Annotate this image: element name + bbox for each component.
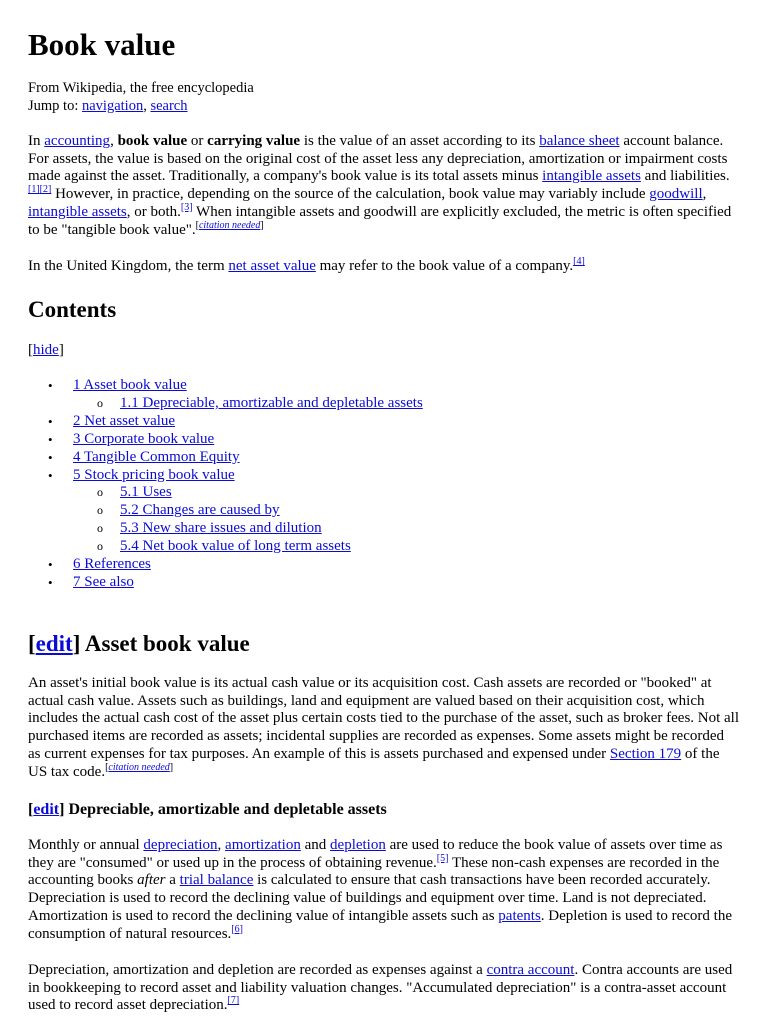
toc-link-5-2[interactable]: 5.2 Changes are caused by bbox=[120, 502, 280, 519]
citation-needed-link[interactable]: citation needed bbox=[198, 219, 261, 231]
toc-link-5-4[interactable]: 5.4 Net book value of long term assets bbox=[120, 538, 351, 555]
navigation-link[interactable]: navigation bbox=[81, 97, 144, 114]
jump-to: Jump to: navigation, search bbox=[28, 97, 188, 114]
contra-account-paragraph: Depreciation, amortization and depletion are recorded as expenses against a contra account. Contra accounts are used in bookkeeping to record asset and liability valuation changes. "Accumulated depreciation" is a contra-asset account used to record asset depreciation.[7] bbox=[28, 962, 733, 1014]
citation-needed-link[interactable]: citation needed bbox=[108, 761, 170, 773]
edit-link[interactable]: edit bbox=[35, 631, 73, 656]
toc-link-1[interactable]: 1 Asset book value bbox=[73, 377, 187, 393]
toc-item bbox=[28, 431, 740, 449]
article-subtitle bbox=[28, 80, 254, 115]
depreciation-paragraph: Monthly or annual depreciation, amortization and depletion are used to reduce the book value of assets over time as they are "consumed" or used up in the process of obtaining revenue.[5] These non-cash expenses are recorded in the accounting books after a trial balance is calculated to ensure that cash transactions have been recorded accurately. Depreciation is used to record the declining value of buildings and equipment over time. Land is not depreciated. Amortization is used to record the declining value of intangible assets such as patents. Depletion is used to record the consumption of natural resources.[6] bbox=[28, 837, 732, 942]
uk-paragraph: In the United Kingdom, the term net asset value may refer to the book value of a company.[4] bbox=[28, 256, 585, 274]
ref-6[interactable]: [6] bbox=[231, 923, 243, 935]
toc-link-7[interactable]: 7 See also bbox=[73, 573, 134, 590]
toc-link-3[interactable]: 3 Corporate book value bbox=[73, 430, 215, 447]
section-heading-depreciable-assets: [edit] Depreciable, amortizable and depletable assets bbox=[28, 801, 387, 818]
toc-item bbox=[28, 484, 740, 502]
toc-item bbox=[28, 413, 740, 431]
table-of-contents bbox=[28, 377, 740, 592]
toc-link-5-3[interactable]: 5.3 New share issues and dilution bbox=[120, 520, 322, 537]
patents-link[interactable]: patents bbox=[498, 907, 541, 924]
toc-item bbox=[28, 538, 740, 556]
accounting-link[interactable]: accounting bbox=[44, 133, 111, 149]
from-wikipedia: From Wikipedia, the free encyclopedia bbox=[28, 80, 254, 96]
toc-link-5-1[interactable]: 5.1 Uses bbox=[120, 484, 172, 501]
intangible-assets-link-2[interactable]: intangible assets bbox=[28, 203, 127, 220]
goodwill-link[interactable]: goodwill bbox=[649, 186, 703, 203]
ref-7[interactable]: [7] bbox=[227, 995, 240, 1007]
amortization-link[interactable]: amortization bbox=[225, 837, 301, 853]
depreciation-link[interactable]: depreciation bbox=[143, 837, 218, 853]
intro-paragraph: In accounting, book value or carrying value is the value of an asset according to its balance sheet account balance. For assets, the value is based on the original cost of the asset less any depreciation, amortization or impairment costs made against the asset. Traditionally, a company's book value is its total assets minus intangible assets and liabilities.[1][2] However, in practice, depending on the source of the calculation, book value may variably include goodwill, intangible assets, or both.[3] When intangible assets and goodwill are explicitly excluded, the metric is often specified to be "tangible book value".[citation needed] bbox=[28, 133, 732, 238]
net-asset-value-link[interactable]: net asset value bbox=[228, 258, 316, 274]
section-179-link[interactable]: Section 179 bbox=[609, 745, 682, 762]
search-link[interactable]: search bbox=[150, 97, 188, 114]
ref-1[interactable]: [1] bbox=[28, 184, 40, 196]
ref-2[interactable]: [2] bbox=[39, 184, 52, 196]
toc-item bbox=[28, 449, 740, 467]
toc-link-4[interactable]: 4 Tangible Common Equity bbox=[73, 448, 240, 465]
balance-sheet-link[interactable]: balance sheet bbox=[539, 133, 620, 149]
contents-heading: Contents bbox=[28, 297, 117, 322]
toc-link-6[interactable]: 6 References bbox=[73, 556, 151, 573]
ref-3[interactable]: [3] bbox=[180, 201, 193, 213]
hide-toc-link[interactable]: hide bbox=[33, 342, 59, 358]
toc-item bbox=[28, 574, 740, 592]
trial-balance-link[interactable]: trial balance bbox=[179, 872, 254, 889]
toc-link-5[interactable]: 5 Stock pricing book value bbox=[73, 466, 235, 483]
toc-toggle: [hide] bbox=[28, 342, 64, 358]
toc-item bbox=[28, 502, 740, 520]
contra-account-link[interactable]: contra account bbox=[486, 962, 575, 978]
toc-item bbox=[28, 520, 740, 538]
ref-4[interactable]: [4] bbox=[573, 256, 585, 267]
ref-5[interactable]: [5] bbox=[436, 852, 449, 864]
edit-link[interactable]: edit bbox=[33, 801, 60, 818]
asset-book-value-paragraph: An asset's initial book value is its actual cash value or its acquisition cost. Cash assets are recorded or "booked" at actual cash value. Assets such as buildings, land and equipment are valued based on their acquisition cost, which includes the actual cash cost of the asset plus certain costs tied to the purchase of the asset, such as broker fees. Not all purchased items are recorded as assets; incidental supplies are recorded as expenses. Some assets might be recorded as current expenses for tax purposes. An example of this is assets purchased and expensed under Section 179 of the US tax code.[citation needed] bbox=[28, 675, 740, 780]
intangible-assets-link[interactable]: intangible assets bbox=[542, 168, 641, 185]
toc-item bbox=[28, 467, 740, 485]
toc-link-1-1[interactable]: 1.1 Depreciable, amortizable and depletable assets bbox=[120, 394, 423, 411]
section-heading-asset-book-value: [edit] Asset book value bbox=[28, 631, 250, 656]
toc-item bbox=[28, 395, 740, 413]
page-title: Book value bbox=[28, 27, 176, 62]
toc-item bbox=[28, 377, 740, 395]
toc-item bbox=[28, 556, 740, 574]
depletion-link[interactable]: depletion bbox=[330, 837, 386, 853]
toc-link-2[interactable]: 2 Net asset value bbox=[73, 412, 176, 429]
